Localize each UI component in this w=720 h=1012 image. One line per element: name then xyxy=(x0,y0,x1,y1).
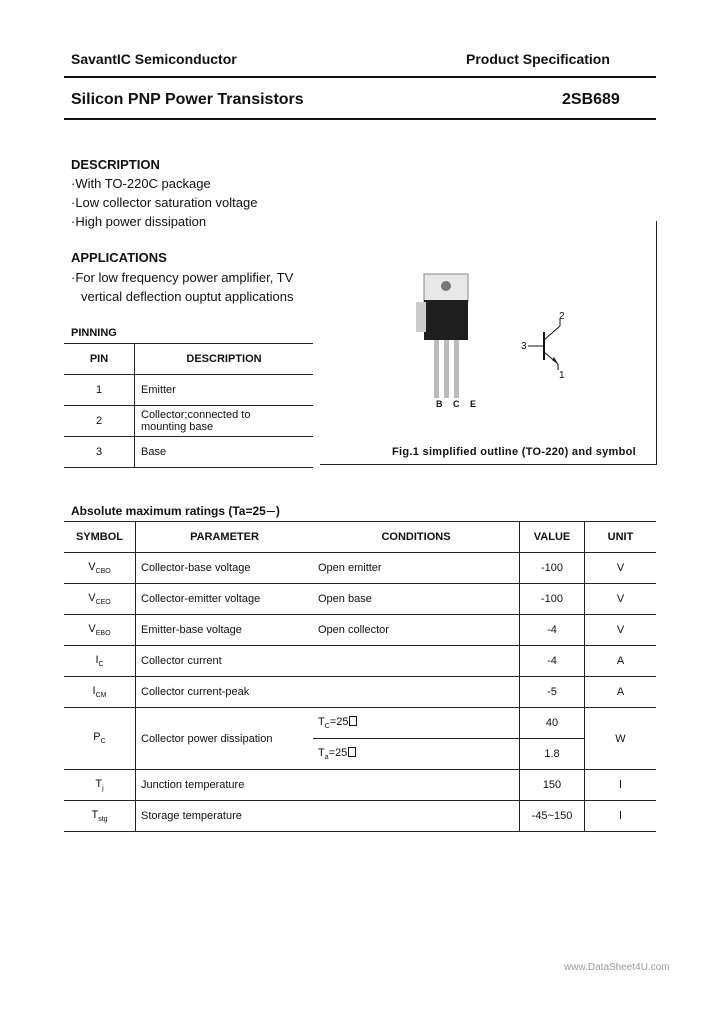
conditions-cell xyxy=(313,708,520,739)
symbol-sub: CBO xyxy=(95,568,111,576)
table-row xyxy=(64,770,656,801)
table-row xyxy=(64,646,656,677)
pin-number: 2 xyxy=(64,406,135,437)
unit-cell xyxy=(585,801,657,832)
parameter-cell: Collector current xyxy=(136,646,314,677)
value-cell: -4 xyxy=(520,646,585,677)
pin-number: 3 xyxy=(64,437,135,468)
description-item: ·With TO-220C package xyxy=(71,176,211,191)
symbol: V xyxy=(88,622,96,635)
table-header-row xyxy=(64,522,656,553)
symbol-sub: C xyxy=(98,661,104,669)
col-description: DESCRIPTION xyxy=(135,344,314,375)
col-pin: PIN xyxy=(64,344,135,375)
condition-text: =25 xyxy=(329,715,349,728)
symbol-sub: stg xyxy=(98,816,108,824)
value-cell: -5 xyxy=(520,677,585,708)
symbol: P xyxy=(93,731,101,744)
symbol-sub: j xyxy=(102,785,104,793)
col-value: VALUE xyxy=(520,522,585,553)
symbol-cell xyxy=(64,553,136,584)
value-cell: 40 xyxy=(520,708,585,739)
conditions-cell xyxy=(313,677,520,708)
unit-cell xyxy=(585,770,657,801)
value-cell: -4 xyxy=(520,615,585,646)
condition-sub: C xyxy=(324,723,330,731)
table-header-row xyxy=(64,344,313,375)
parameter-cell: Emitter-base voltage xyxy=(136,615,314,646)
title-rule xyxy=(64,118,656,120)
symbol-pin-3: 3 xyxy=(521,341,527,352)
description-item: ·Low collector saturation voltage xyxy=(71,195,258,210)
value-cell: 150 xyxy=(520,770,585,801)
unit-cell: W xyxy=(585,708,657,770)
symbol-sub: CM xyxy=(95,692,107,700)
condition-text: =25 xyxy=(328,746,348,759)
value-cell: -100 xyxy=(520,553,585,584)
conditions-cell xyxy=(313,801,520,832)
symbol-pin-2: 2 xyxy=(559,311,565,322)
symbol-cell xyxy=(64,646,136,677)
conditions-cell xyxy=(313,646,520,677)
symbol-cell xyxy=(64,770,136,801)
applications-line: ·For low frequency power amplifier, TV xyxy=(71,270,294,285)
unit-placeholder-glyph xyxy=(620,811,621,819)
header-rule xyxy=(64,76,656,78)
symbol-sub: C xyxy=(100,738,106,746)
applications-heading: APPLICATIONS xyxy=(71,250,167,265)
company-name: SavantIC Semiconductor xyxy=(71,51,237,67)
col-unit: UNIT xyxy=(585,522,657,553)
parameter-cell: Storage temperature xyxy=(136,801,314,832)
parameter-cell: Collector-emitter voltage xyxy=(136,584,314,615)
pin-number: 1 xyxy=(64,375,135,406)
symbol-sub: EBO xyxy=(95,630,111,638)
figure-caption: Fig.1 simplified outline (TO-220) and symbol xyxy=(392,446,637,458)
value-cell: -45~150 xyxy=(520,801,585,832)
table-row xyxy=(64,375,313,406)
unit-placeholder-glyph xyxy=(620,780,621,788)
value-cell: 1.8 xyxy=(520,739,585,770)
unit-cell: V xyxy=(585,584,657,615)
table-row xyxy=(64,801,656,832)
symbol: I xyxy=(92,684,96,697)
symbol: V xyxy=(88,560,96,573)
pin-description-line: Collector;connected to xyxy=(141,409,251,421)
conditions-cell xyxy=(313,739,520,770)
table-row xyxy=(64,677,656,708)
parameter-cell: Junction temperature xyxy=(136,770,314,801)
parameter-cell: Collector-base voltage xyxy=(136,553,314,584)
symbol-pin-1: 1 xyxy=(559,370,565,381)
description-heading: DESCRIPTION xyxy=(71,157,160,172)
degree-placeholder xyxy=(348,747,356,757)
symbol-cell xyxy=(64,677,136,708)
part-number: 2SB689 xyxy=(562,91,620,108)
conditions-cell: Open collector xyxy=(313,615,520,646)
conditions-cell: Open emitter xyxy=(313,553,520,584)
symbol-cell xyxy=(64,708,136,770)
conditions-cell xyxy=(313,770,520,801)
pinning-heading: PINNING xyxy=(71,327,117,339)
ratings-heading-end: ) xyxy=(275,504,280,518)
pnp-transistor-symbol-icon xyxy=(518,310,578,380)
symbol: T xyxy=(95,777,103,790)
symbol-cell xyxy=(64,584,136,615)
table-row xyxy=(64,584,656,615)
description-item: ·High power dissipation xyxy=(71,214,207,229)
parameter-cell: Collector current-peak xyxy=(136,677,314,708)
conditions-cell: Open base xyxy=(313,584,520,615)
unit-cell: A xyxy=(585,677,657,708)
pin-description xyxy=(135,406,314,437)
ratings-heading xyxy=(71,504,280,518)
symbol: V xyxy=(88,591,96,604)
watermark: www.DataSheet4U.com xyxy=(564,962,670,973)
applications-line: vertical deflection ouptut applications xyxy=(81,289,294,304)
product-line: Silicon PNP Power Transistors xyxy=(71,91,304,108)
unit-cell: V xyxy=(585,553,657,584)
parameter-cell: Collector power dissipation xyxy=(136,708,314,770)
value-cell: -100 xyxy=(520,584,585,615)
table-row xyxy=(64,437,313,468)
symbol: T xyxy=(91,808,99,821)
doc-type: Product Specification xyxy=(466,51,610,67)
col-parameter: PARAMETER xyxy=(136,522,314,553)
pinning-table xyxy=(64,343,313,468)
ratings-table xyxy=(64,521,656,832)
symbol-cell xyxy=(64,801,136,832)
table-row xyxy=(64,615,656,646)
degree-placeholder xyxy=(267,511,275,512)
table-row xyxy=(64,406,313,437)
unit-cell: A xyxy=(585,646,657,677)
col-symbol: SYMBOL xyxy=(64,522,136,553)
col-conditions: CONDITIONS xyxy=(313,522,520,553)
condition-symbol: T xyxy=(318,715,325,728)
symbol-cell xyxy=(64,615,136,646)
degree-placeholder xyxy=(349,716,357,726)
pin-description: Base xyxy=(135,437,314,468)
condition-sub: a xyxy=(324,754,329,762)
to220-package-image xyxy=(410,272,490,412)
lead-labels: B C E xyxy=(436,399,481,409)
symbol: I xyxy=(95,653,99,666)
table-row xyxy=(64,553,656,584)
table-row xyxy=(64,708,656,739)
symbol-sub: CEO xyxy=(95,599,111,607)
pin-description-line: mounting base xyxy=(141,421,214,433)
condition-symbol: T xyxy=(318,746,325,759)
unit-cell: V xyxy=(585,615,657,646)
ratings-heading-text: Absolute maximum ratings (Ta=25 xyxy=(71,504,266,518)
pin-description: Emitter xyxy=(135,375,314,406)
